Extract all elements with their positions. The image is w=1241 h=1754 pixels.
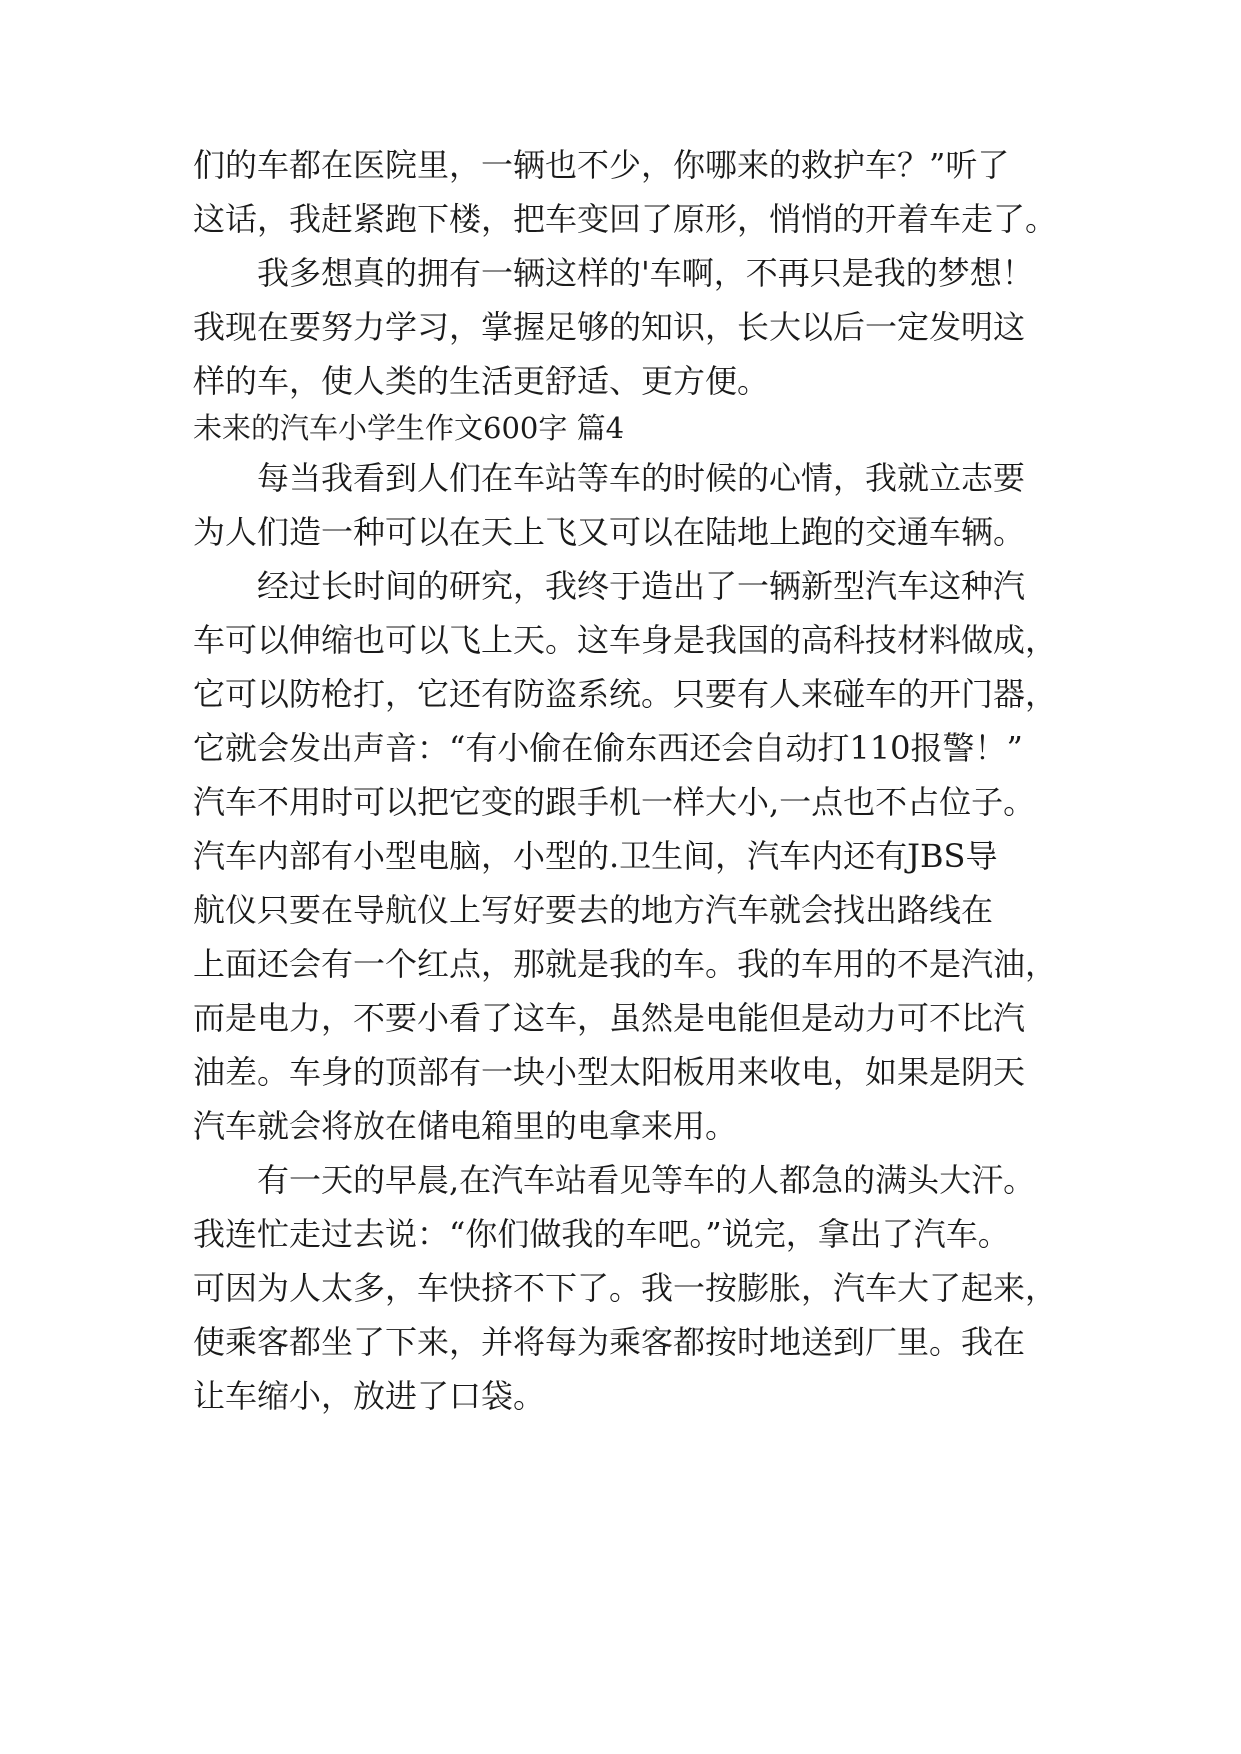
text-line: 汽车就会将放在储电箱里的电拿来用。 bbox=[193, 1107, 738, 1145]
text-line: 让车缩小，放进了口袋。 bbox=[193, 1377, 546, 1415]
text-line: 我连忙走过去说：“你们做我的车吧。”说完，拿出了汽车。 bbox=[193, 1215, 1010, 1253]
section-heading: 未来的汽车小学生作文600字 篇4 bbox=[193, 411, 625, 445]
text-line: 汽车内部有小型电脑，小型的.卫生间，汽车内还有JBS导 bbox=[193, 837, 998, 875]
text-line: 使乘客都坐了下来，并将每为乘客都按时地送到厂里。我在 bbox=[193, 1323, 1026, 1361]
text-line: 它就会发出声音：“有小偷在偷东西还会自动打110报警！” bbox=[193, 729, 1023, 767]
text-line: 航仪只要在导航仪上写好要去的地方汽车就会找出路线在 bbox=[193, 891, 994, 929]
text-line: 可因为人太多，车快挤不下了。我一按膨胀，汽车大了起来， bbox=[193, 1269, 1058, 1307]
text-line: 汽车不用时可以把它变的跟手机一样大小,一点也不占位子。 bbox=[193, 783, 1036, 821]
paragraph-first-line: 我多想真的拥有一辆这样的'车啊，不再只是我的梦想！ bbox=[257, 254, 1034, 292]
text-line: 它可以防枪打，它还有防盗系统。只要有人来碰车的开门器， bbox=[193, 675, 1058, 713]
paragraph-first-line: 有一天的早晨,在汽车站看见等车的人都急的满头大汗。 bbox=[257, 1161, 1036, 1199]
paragraph-first-line: 经过长时间的研究，我终于造出了一辆新型汽车这种汽 bbox=[257, 567, 1026, 605]
text-line: 为人们造一种可以在天上飞又可以在陆地上跑的交通车辆。 bbox=[193, 513, 1026, 551]
text-line: 车可以伸缩也可以飞上天。这车身是我国的高科技材料做成， bbox=[193, 621, 1058, 659]
text-line: 上面还会有一个红点，那就是我的车。我的车用的不是汽油， bbox=[193, 945, 1058, 983]
text-line: 我现在要努力学习，掌握足够的知识，长大以后一定发明这 bbox=[193, 308, 1026, 346]
text-line: 而是电力，不要小看了这车，虽然是电能但是动力可不比汽 bbox=[193, 999, 1026, 1037]
text-line: 们的车都在医院里，一辆也不少，你哪来的救护车？”听了 bbox=[193, 146, 1010, 184]
text-line: 油差。车身的顶部有一块小型太阳板用来收电，如果是阴天 bbox=[193, 1053, 1026, 1091]
text-line: 这话，我赶紧跑下楼，把车变回了原形，悄悄的开着车走了。 bbox=[193, 200, 1058, 238]
paragraph-first-line: 每当我看到人们在车站等车的时候的心情，我就立志要 bbox=[257, 459, 1026, 497]
text-line: 样的车，使人类的生活更舒适、更方便。 bbox=[193, 362, 770, 400]
